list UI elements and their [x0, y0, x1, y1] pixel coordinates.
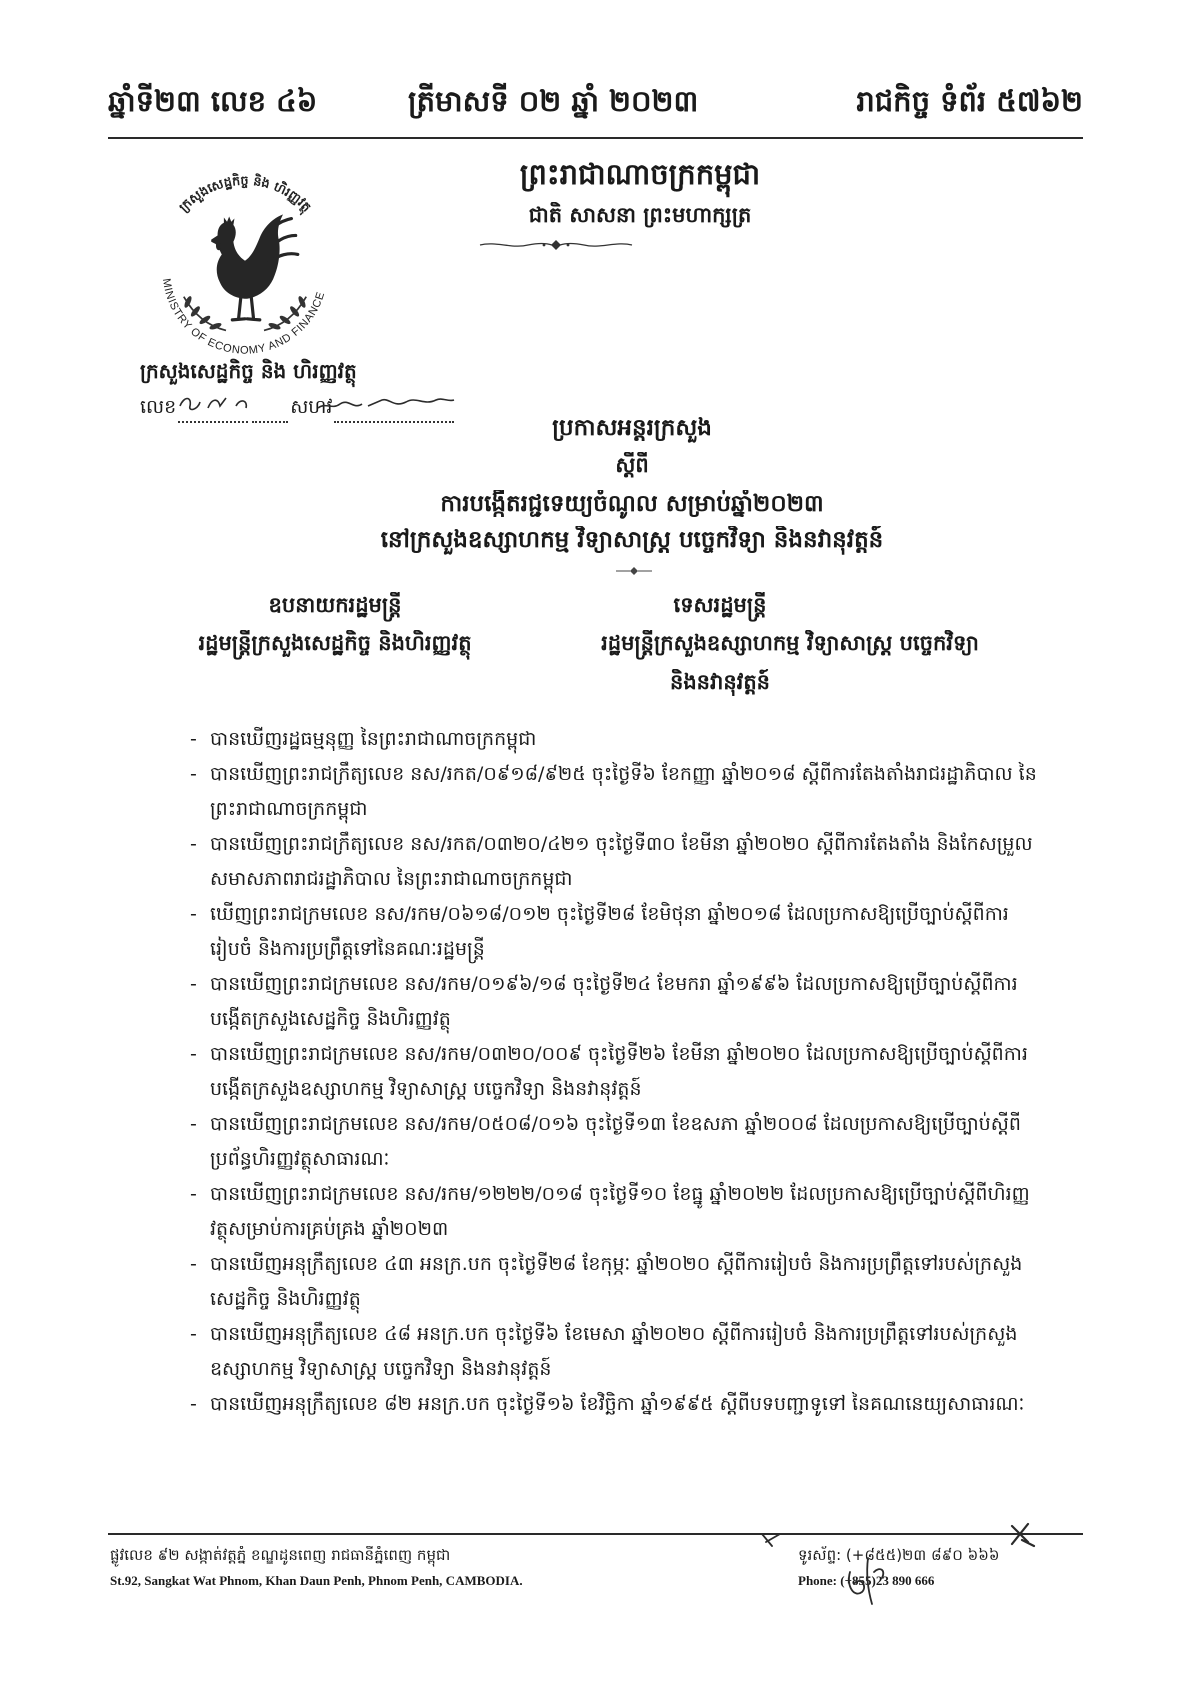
gazette-header	[108, 84, 1083, 128]
ornament-divider-small	[614, 566, 654, 576]
list-item: - បានឃើញអនុក្រឹត្យលេខ ៨២ អនក្រ.បក ចុះថ្ងៃទី១៦ ខែវិច្ឆិកា ឆ្នាំ១៩៩៥ ស្តីពីបទបញ្ជាទូទៅ នៃគណនេយ្យសាធារណៈ	[188, 1387, 1043, 1422]
header-rule	[108, 137, 1083, 139]
list-item: - បានឃើញព្រះរាជក្រមលេខ នស/រកម/០១៩៦/១៨ ចុះថ្ងៃទី២៤ ខែមករា ឆ្នាំ១៩៩៦ ដែលប្រកាសឱ្យប្រើច្បាប់ស្តីពីការបង្កើតក្រសួងសេដ្ឋកិច្ច និងហិរញ្ញវត្ថុ	[188, 967, 1043, 1037]
document-type: ប្រកាសអន្តរក្រសួង	[552, 415, 712, 441]
seal-text-en: MINISTRY OF ECONOMY AND FINANCE	[159, 277, 328, 357]
footer-address-en: St.92, Sangkat Wat Phnom, Khan Daun Penh, Phnom Penh, CAMBODIA.	[110, 1573, 523, 1588]
document-about: ស្តីពី	[615, 453, 649, 477]
list-item: - បានឃើញព្រះរាជក្រឹត្យលេខ នស/រកត/០៣២០/៤២១ ចុះថ្ងៃទី៣០ ខែមីនា ឆ្នាំ២០២០ ស្តីពីការតែងតាំង និងកែសម្រួលសមាសភាពរាជរដ្ឋាភិបាល នៃព្រះរាជាណាចក្រកម្ពុជា	[188, 827, 1043, 897]
legal-references-list	[188, 722, 1043, 1422]
signatory-right-rank: ទេសរដ្ឋមន្ត្រី	[673, 593, 767, 617]
list-item: - បានឃើញអនុក្រឹត្យលេខ ៤៣ អនក្រ.បក ចុះថ្ងៃទី២៨ ខែកុម្ភៈ ឆ្នាំ២០២០ ស្តីពីការរៀបចំ និងការប្រព្រឹត្តទៅរបស់ក្រសួងសេដ្ឋកិច្ច និងហិរញ្ញវត្ថុ	[188, 1247, 1043, 1317]
kingdom-name: ព្រះរាជាណាចក្រកម្ពុជា	[519, 157, 761, 191]
ministry-name: ក្រសួងសេដ្ឋកិច្ច និង ហិរញ្ញវត្ថុ	[140, 359, 357, 383]
reference-code: សហវ	[290, 396, 333, 418]
document-subject-line-1: ការបង្កើតរជ្ជទេយ្យចំណូល សម្រាប់ឆ្នាំ២០២៣	[440, 491, 824, 517]
ministry-seal	[150, 170, 340, 360]
document-subject-line-2: នៅក្រសួងឧស្សាហកម្ម វិទ្យាសាស្ត្រ បច្ចេកវិទ្យា និងនវានុវត្តន៍	[380, 527, 884, 553]
signatory-right-position-cont: និងនវានុវត្តន៍	[670, 670, 770, 694]
list-item: - ឃើញព្រះរាជក្រមលេខ នស/រកម/០៦១៨/០១២ ចុះថ្ងៃទី២៨ ខែមិថុនា ឆ្នាំ២០១៨ ដែលប្រកាសឱ្យប្រើច្បាប់ស្តីពីការរៀបចំ និងការប្រព្រឹត្តទៅនៃគណៈរដ្ឋមន្ត្រី	[188, 897, 1043, 967]
list-item: - បានឃើញព្រះរាជក្រមលេខ នស/រកម/០៥០៨/០១៦ ចុះថ្ងៃទី១៣ ខែឧសភា ឆ្នាំ២០០៨ ដែលប្រកាសឱ្យប្រើច្បាប់ស្តីពីប្រព័ន្ធហិរញ្ញវត្ថុសាធារណៈ	[188, 1107, 1043, 1177]
footer-phone-kh: ទូរស័ព្ទ: (+៨៥៥)២៣ ៨៩០ ៦៦៦	[798, 1546, 1000, 1564]
gazette-quarter: ត្រីមាសទី ០២ ឆ្នាំ ២០២៣	[408, 84, 699, 118]
reference-label: លេខ	[140, 396, 177, 418]
kingdom-motto: ជាតិ សាសនា ព្រះមហាក្សត្រ	[528, 203, 752, 227]
ornament-divider	[476, 238, 636, 252]
footer-address-kh: ផ្លូវលេខ ៩២ សង្កាត់វត្តភ្នំ ខណ្ឌដូនពេញ រាជធានីភ្នំពេញ កម្ពុជា	[110, 1546, 451, 1564]
list-item: - បានឃើញព្រះរាជក្រមលេខ នស/រកម/១២២២/០១៨ ចុះថ្ងៃទី១០ ខែធ្នូ ឆ្នាំ២០២២ ដែលប្រកាសឱ្យប្រើច្បាប់ស្តីពីហិរញ្ញវត្ថុសម្រាប់ការគ្រប់គ្រង ឆ្នាំ២០២៣	[188, 1177, 1043, 1247]
footer-phone-en: Phone: (+855)23 890 666	[798, 1573, 935, 1588]
list-item: - បានឃើញព្រះរាជក្រមលេខ នស/រកម/០៣២០/០០៩ ចុះថ្ងៃទី២៦ ខែមីនា ឆ្នាំ២០២០ ដែលប្រកាសឱ្យប្រើច្បាប់ស្តីពីការបង្កើតក្រសួងឧស្សាហកម្ម វិទ្យាសាស្ត្រ បច្ចេកវិទ្យា និងនវានុវត្តន៍	[188, 1037, 1043, 1107]
signatory-right-position: រដ្ឋមន្ត្រីក្រសួងឧស្សាហកម្ម វិទ្យាសាស្ត្រ បច្ចេកវិទ្យា	[601, 631, 979, 655]
list-item: - បានឃើញព្រះរាជក្រឹត្យលេខ នស/រកត/០៩១៨/៩២៥ ចុះថ្ងៃទី៦ ខែកញ្ញា ឆ្នាំ២០១៨ ស្តីពីការតែងតាំងរាជរដ្ឋាភិបាល នៃព្រះរាជាណាចក្រកម្ពុជា	[188, 757, 1043, 827]
list-item: - បានឃើញរដ្ឋធម្មនុញ្ញ នៃព្រះរាជាណាចក្រកម្ពុជា	[188, 722, 1043, 757]
handwritten-initials	[750, 1512, 1040, 1612]
rooster-emblem	[211, 214, 298, 320]
signatory-left-rank: ឧបនាយករដ្ឋមន្ត្រី	[268, 593, 402, 617]
gazette-page-number: រាជកិច្ច ទំព័រ ៥៧៦២	[856, 84, 1083, 118]
signatory-left-position: រដ្ឋមន្ត្រីក្រសួងសេដ្ឋកិច្ច និងហិរញ្ញវត្ថុ	[198, 631, 472, 655]
gazette-year-issue: ឆ្នាំទី២៣ លេខ ៤៦	[108, 84, 318, 118]
seal-text-kh: ក្រសួងសេដ្ឋកិច្ច និង ហិរញ្ញវត្ថុ	[175, 172, 315, 215]
list-item: - បានឃើញអនុក្រឹត្យលេខ ៤៨ អនក្រ.បក ចុះថ្ងៃទី៦ ខែមេសា ឆ្នាំ២០២០ ស្តីពីការរៀបចំ និងការប្រព្រឹត្តទៅរបស់ក្រសួងឧស្សាហកម្ម វិទ្យាសាស្ត្រ បច្ចេកវិទ្យា និងនវានុវត្តន៍	[188, 1317, 1043, 1387]
